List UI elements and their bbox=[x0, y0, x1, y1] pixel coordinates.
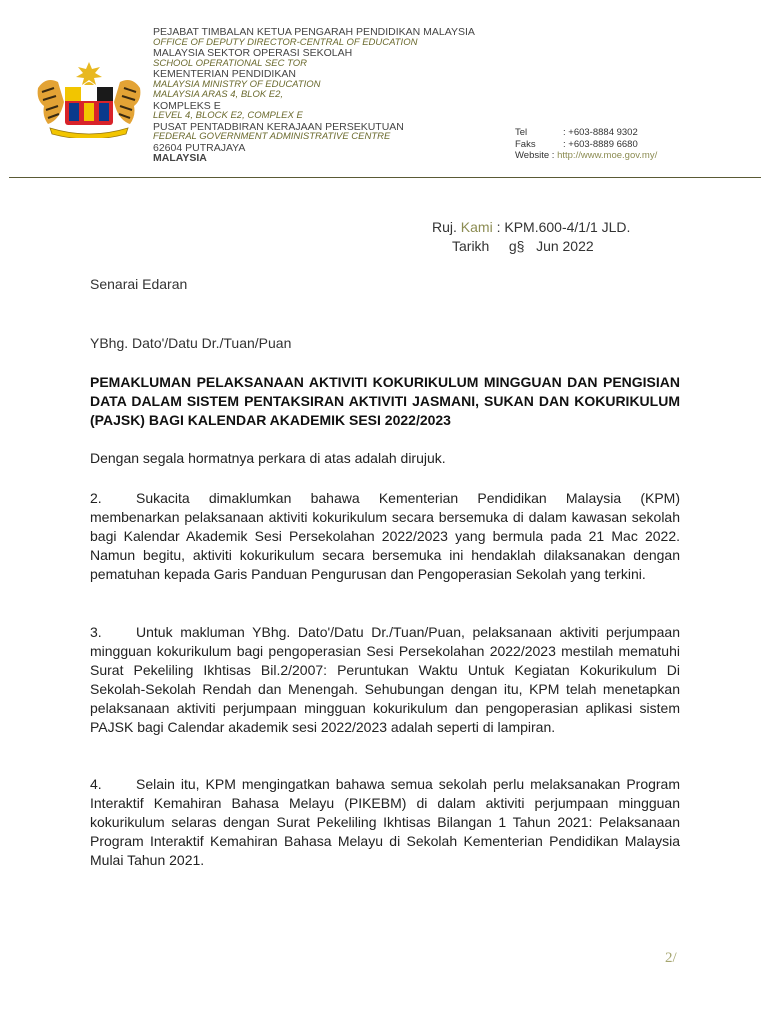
paragraph-2 bbox=[90, 489, 680, 584]
paragraph-number: 3. bbox=[90, 624, 102, 640]
tarikh-day: g§ bbox=[508, 238, 525, 254]
ruj-value: : KPM.600-4/1/1 JLD. bbox=[496, 219, 631, 235]
letterhead-line: FEDERAL GOVERNMENT ADMINISTRATIVE CENTRE bbox=[153, 132, 391, 142]
page-number: 2/ bbox=[665, 950, 677, 966]
salutation: YBhg. Dato'/Datu Dr./Tuan/Puan bbox=[90, 335, 292, 351]
paragraph-4 bbox=[90, 775, 680, 870]
tarikh-label: Tarikh bbox=[452, 238, 490, 254]
recipient-line: Senarai Edaran bbox=[90, 276, 188, 292]
letterhead-line: MALAYSIA ARAS 4, BLOK E2, bbox=[153, 90, 284, 100]
intro-paragraph: Dengan segala hormatnya perkara di atas adalah dirujuk. bbox=[90, 450, 446, 466]
letterhead-line: 62604 PUTRAJAYA bbox=[153, 142, 246, 153]
ruj-label: Ruj. bbox=[432, 219, 457, 235]
letterhead-line: MALAYSIA bbox=[153, 153, 207, 164]
website-link[interactable]: http://www.moe.gov.my/ bbox=[557, 150, 658, 161]
fax-label: Faks bbox=[515, 138, 536, 150]
paragraph-text: Untuk makluman YBhg. Dato'/Datu Dr./Tuan/Puan, pelaksanaan aktiviti perjumpaan mingguan kokurikulum bagi pengoperasian Sesi Persekolahan 2022/2023 mestilah mematuhi Surat Pekeliling Ikhtisas Bil.2/2007: Peruntukan Waktu Untuk Kegiatan Kokurikulum Di Sekolah-Sekolah Rendah dan Menengah. Sehubungan dengan itu, KPM telah menetapkan pelaksanaan aktiviti perjumpaan mingguan kokurikulum dan pengoperasian aplikasi sistem PAJSK bagi Calendar akademik sesi 2022/2023 adalah seperti di lampiran. bbox=[90, 624, 680, 735]
letterhead-line: MALAYSIA MINISTRY OF EDUCATION bbox=[153, 79, 321, 90]
letterhead-line: OFFICE OF DEPUTY DIRECTOR-CENTRAL OF EDUCATION bbox=[153, 37, 418, 48]
header-divider bbox=[9, 177, 761, 178]
malaysia-coat-of-arms-logo bbox=[34, 58, 144, 138]
paragraph-number: 4. bbox=[90, 776, 102, 792]
tarikh-value: Jun 2022 bbox=[536, 238, 594, 254]
letterhead-line: PUSAT PENTADBIRAN KERAJAAN PERSEKUTUAN bbox=[153, 121, 404, 132]
reference-block bbox=[432, 218, 630, 256]
website-label: Website : bbox=[515, 150, 555, 161]
contact-block bbox=[515, 127, 657, 162]
letter-title: PEMAKLUMAN PELAKSANAAN AKTIVITI KOKURIKULUM MINGGUAN DAN PENGISIAN DATA DALAM SISTEM PENTAKSIRAN AKTIVITI JASMANI, SUKAN DAN KOKURIKULUM (PAJSK) BAGI KALENDAR AKADEMIK SESI 2022/2023 bbox=[90, 374, 680, 428]
tel-label: Tel bbox=[515, 127, 528, 138]
letterhead-address bbox=[153, 27, 523, 164]
paragraph-text: Sukacita dimaklumkan bahawa Kementerian Pendidikan Malaysia (KPM) membenarkan pelaksanaan aktiviti kokurikulum secara bersemuka di dalam kawasan sekolah bagi Kalendar Akademik Sesi Persekolahan 2022/2023 yang bermula pada 21 Mac 2022. Namun begitu, aktiviti kokurikulum secara bersemuka ini hendaklah dilaksanakan dengan pematuhan kepada Garis Panduan Pengurusan dan Pengoperasian Sekolah yang terkini. bbox=[90, 490, 680, 582]
tel-value: : +603-8884 9302 bbox=[563, 127, 638, 138]
paragraph-3 bbox=[90, 623, 680, 737]
kami-label: Kami bbox=[460, 219, 493, 235]
paragraph-text: Selain itu, KPM mengingatkan bahawa semua sekolah perlu melaksanakan Program Interaktif Kemahiran Bahasa Melayu (PIKEBM) di dalam aktiviti perjumpaan mingguan kokurikulum selaras dengan Surat Pekeliling Ikhtisas Bilangan 1 Tahun 2021: Pelaksanaan Program Interaktif Kemahiran Bahasa Melayu di Sekolah Kementerian Pendidikan Malaysia Mulai Tahun 2021. bbox=[90, 776, 680, 868]
letterhead-line: KOMPLEKS E bbox=[153, 100, 221, 111]
letterhead-line: MALAYSIA SEKTOR OPERASI SEKOLAH bbox=[153, 48, 353, 59]
letterhead-line: LEVEL 4, BLOCK E2, COMPLEX E bbox=[153, 111, 303, 121]
fax-value: : +603-8889 6680 bbox=[563, 138, 638, 150]
letterhead-line: KEMENTERIAN PENDIDIKAN bbox=[153, 69, 296, 80]
letterhead-line: SCHOOL OPERATIONAL SEC TOR bbox=[153, 58, 307, 69]
paragraph-number: 2. bbox=[90, 490, 102, 506]
letterhead-line: PEJABAT TIMBALAN KETUA PENGARAH PENDIDIKAN MALAYSIA bbox=[153, 27, 475, 38]
